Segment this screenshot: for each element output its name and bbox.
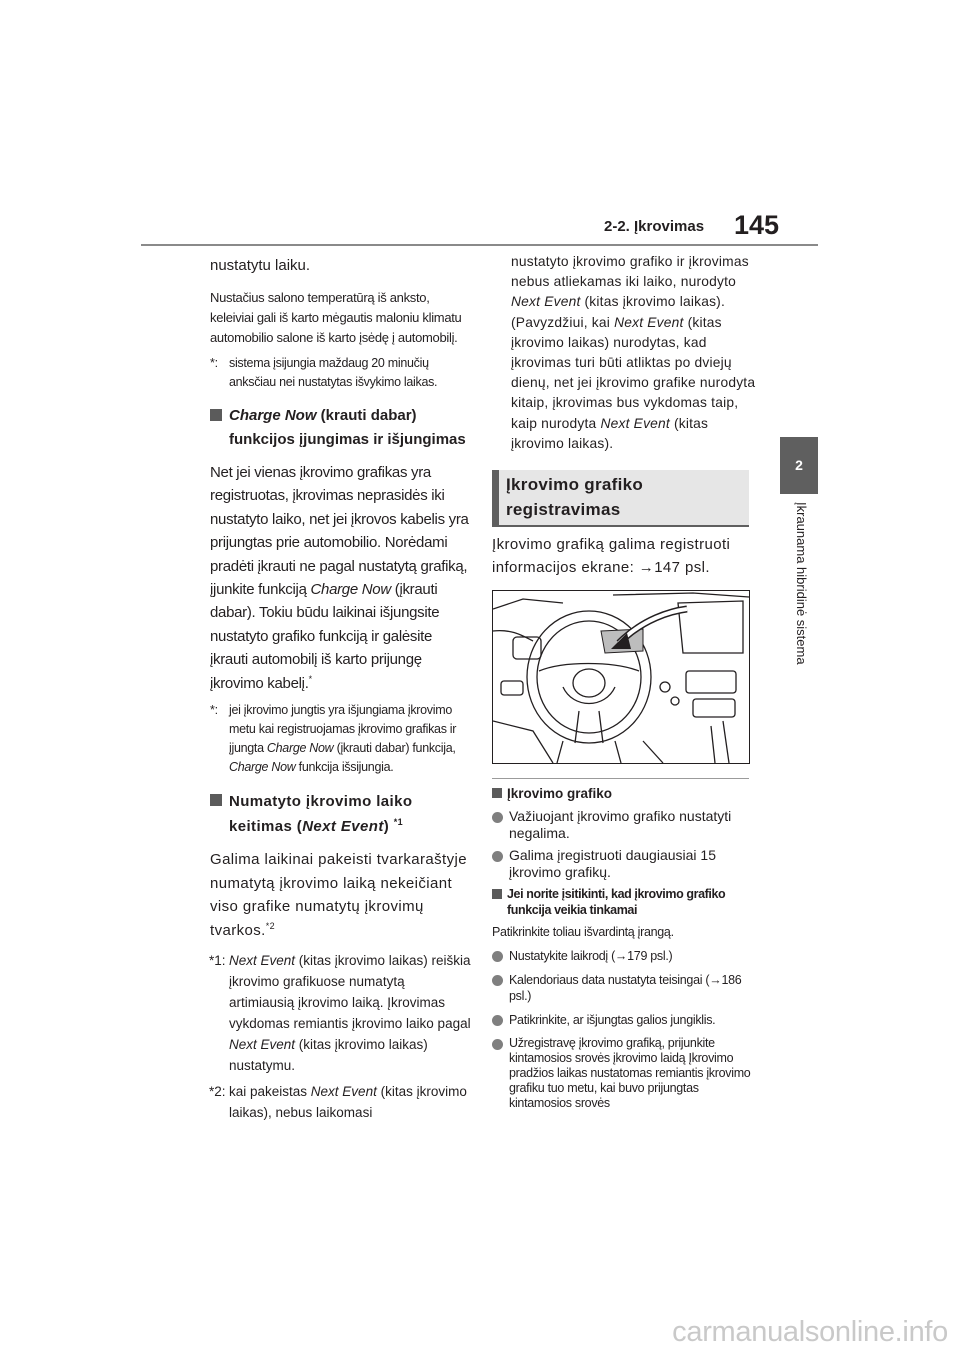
square-bullet-icon xyxy=(210,409,222,421)
footnote-text: nustatyto įkrovimo grafiko ir įkrovimas nebus atliekamas iki laiko, nurodyto xyxy=(511,254,749,290)
list-item xyxy=(492,808,754,842)
footnote-italic: Charge Now xyxy=(266,741,334,756)
footnote-3 xyxy=(210,950,472,1076)
footnote-italic: Charge Now xyxy=(229,760,296,775)
footnote-text: sistema įsijungia maždaug 20 minučių anksčiau nei nustatytas išvykimo laikas. xyxy=(229,356,438,389)
footnote-text: (kitas įkrovimo laikas), nebus laikomasi xyxy=(229,1084,467,1121)
footnote-italic: Next Event xyxy=(511,294,581,310)
heading-next-event xyxy=(210,789,472,839)
heading-italic: Charge Now xyxy=(229,407,317,424)
square-bullet-icon xyxy=(210,794,222,806)
preconditioning-paragraph: Nustačius salono temperatūrą iš anksto, keleiviai gali iš karto mėgautis maloniu klimatu automobilio salone iš karto įsėdę į automobilį. xyxy=(210,290,462,345)
list-item-text: Kalendoriaus data nustatyta teisingai (→186 psl.) xyxy=(509,973,742,1003)
footnote-2 xyxy=(210,701,472,777)
footnote-text: (kitas įkrovimo laikas) reiškia įkrovimo grafikuose numatytą artimiausią įkrovimo laiką. Įkrovimas vykdomas remiantis įkrovimo laiko pagal xyxy=(229,953,471,1032)
heading-text: ) xyxy=(383,818,394,836)
heading-italic: Next Event xyxy=(302,818,384,836)
paragraph-text: Galima laikinai pakeisti tvarkaraštyje numatytą įkrovimo laiką nekeičiant viso grafike numatytų įkrovimų tvarkos. xyxy=(210,851,467,939)
right-column xyxy=(492,252,758,454)
heading-text: Įkrovimo grafiko xyxy=(507,786,613,801)
check-text: Patikrinkite toliau išvardintą įrangą. xyxy=(492,925,674,939)
list-item-text: Galima įregistruoti daugiausiai 15 įkrovimo grafikų. xyxy=(509,847,716,880)
heading-text: Numatyto įkrovimo laiko keitimas ( xyxy=(229,793,413,836)
square-bullet-icon xyxy=(492,889,502,899)
subheading-schedule xyxy=(492,784,754,804)
footnote-italic: Next Event xyxy=(229,953,296,969)
footnote-mark: *2: xyxy=(209,1084,226,1100)
list-item xyxy=(492,1012,754,1028)
bullet-icon xyxy=(492,975,503,986)
footnote-text: (kitas įkrovimo laikas) nurodytas, kad įkrovimas turi būti atliktas po dviejų dienų, net jei įkrovimo grafike nurodyta kitaip, įkrovimas bus vykdomas taip, kaip nurodyta xyxy=(511,314,756,431)
footnote-text: (įkrauti dabar) funkcija, xyxy=(333,741,456,756)
chapter-title: Įkraunama hibridinė sistema xyxy=(794,502,809,665)
heading-text: (krauti dabar) funkcijos įjungimas ir išjungimas xyxy=(229,407,466,448)
heading-text: Jei norite įsitikinti, kad įkrovimo grafiko funkcija veikia tinkamai xyxy=(507,887,726,917)
bullet-icon xyxy=(492,951,503,962)
section-heading-box xyxy=(492,470,749,527)
left-column xyxy=(210,252,472,1123)
bullet-icon xyxy=(492,1015,503,1026)
register-text: Įkrovimo grafiką galima registruoti informacijos ekrane: →147 psl. xyxy=(492,536,731,576)
list-item-text: Nustatykite laikrodį (→179 psl.) xyxy=(509,949,673,963)
charge-now-paragraph xyxy=(210,461,472,695)
paragraph-text: Net jei vienas įkrovimo grafikas yra registruotas, įkrovimas neprasidės iki nustatyto laiko, net jei įkrovos kabelis yra prijungtas prie automobilio. Norėdami pradėti įkrauti ne pagal nustatytą grafiką, įjunkite funkciją xyxy=(210,464,469,599)
list-item xyxy=(492,948,754,964)
list-item xyxy=(492,1036,754,1111)
section-title: 2-2. Įkrovimas xyxy=(604,218,705,235)
footnote-italic: Next Event xyxy=(229,1037,296,1053)
chapter-tab: 2 xyxy=(780,437,818,494)
footnote-4 xyxy=(210,1081,472,1123)
page-number: 145 xyxy=(734,210,780,240)
square-bullet-icon xyxy=(492,788,502,798)
right-column-lower xyxy=(492,784,754,1111)
footnote-text: (kitas įkrovimo laikas). xyxy=(511,415,709,451)
next-event-paragraph xyxy=(210,848,472,942)
intro-text: nustatytu laiku. xyxy=(210,257,311,274)
footnote-text: (kitas įkrovimo laikas). (Pavyzdžiui, kai xyxy=(511,294,726,330)
footnote-ref: * xyxy=(308,673,312,684)
list-item-text: Užregistravę įkrovimo grafiką, prijunkite kintamosios srovės įkrovimo laidą Įkrovimo pradžios laikas nustatomas remiantis įkrovimo grafiku tuo metu, kai buvo prijungtas kintamosios srovės xyxy=(509,1036,751,1110)
heading-check xyxy=(492,887,754,918)
paragraph-text: (įkrauti dabar). Tokiu būdu laikinai išjungsite nustatyto grafiko funkciją ir galėsite įkrauti automobilį iš karto prijungę įkrovimo kabelį. xyxy=(210,581,440,692)
section-heading-bar xyxy=(492,470,499,525)
footnote-text: kai pakeistas xyxy=(229,1084,311,1100)
paragraph-italic: Charge Now xyxy=(310,581,391,599)
illustration-divider xyxy=(492,778,749,779)
footnote-text: funkcija išsijungia. xyxy=(295,760,394,775)
steering-wheel-illustration xyxy=(493,591,749,763)
heading-charge-now xyxy=(210,404,472,452)
watermark: carmanualsonline.info xyxy=(672,1316,948,1348)
footnote-text: jei įkrovimo jungtis yra išjungiama įkrovimo metu kai registruojamas įkrovimo grafikas ir įjungta xyxy=(229,703,457,756)
footnote-mark: *: xyxy=(210,703,218,718)
footnote-ref: *1 xyxy=(393,817,404,828)
list-item xyxy=(492,847,754,881)
footnote-text: (kitas įkrovimo laikas) nustatymu. xyxy=(229,1037,428,1074)
list-item-text: Važiuojant įkrovimo grafiko nustatyti negalima. xyxy=(509,808,732,841)
dashboard-illustration xyxy=(492,590,750,764)
footnote-mark: *: xyxy=(210,356,218,370)
footnote-italic: Next Event xyxy=(310,1084,377,1100)
list-item xyxy=(492,972,754,1004)
footnote-italic: Next Event xyxy=(614,314,684,330)
footnote-ref: *2 xyxy=(265,920,276,931)
footnote-italic: Next Event xyxy=(600,415,670,431)
bullet-icon xyxy=(492,851,503,862)
continued-footnote xyxy=(511,252,758,454)
header-rule xyxy=(141,244,818,246)
bullet-icon xyxy=(492,1039,503,1050)
footnote-1 xyxy=(210,354,472,392)
section-heading-title: Įkrovimo grafiko registravimas xyxy=(506,475,644,519)
list-item-text: Patikrinkite, ar išjungtas galios jungiklis. xyxy=(509,1013,716,1027)
footnote-mark: *1: xyxy=(209,953,226,969)
bullet-icon xyxy=(492,812,503,823)
